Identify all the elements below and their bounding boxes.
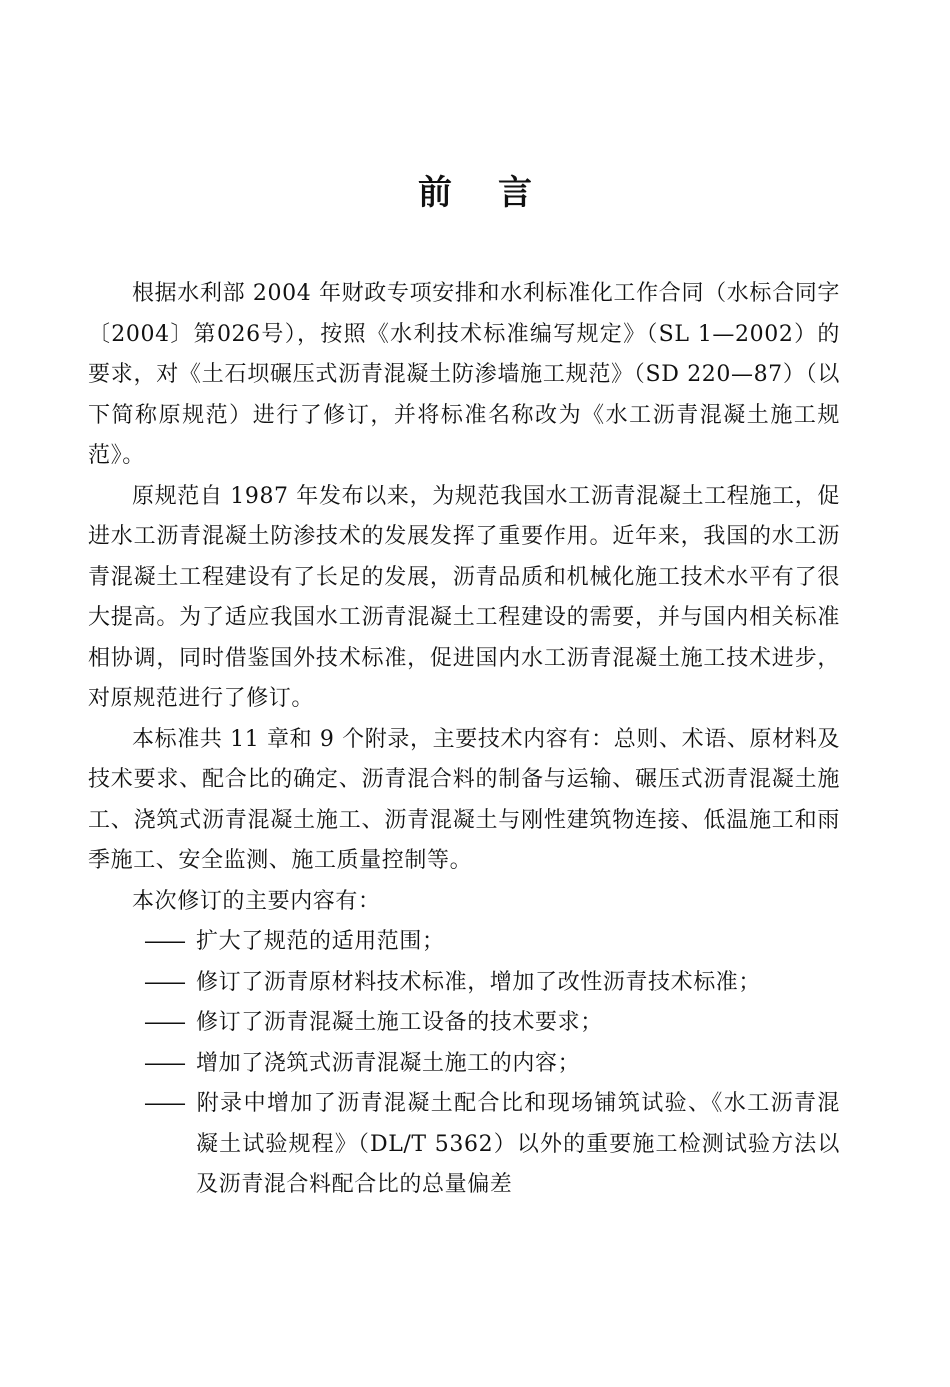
list-item-text: 增加了浇筑式沥青混凝土施工的内容； [196,1050,581,1076]
list-dash: —— [144,1010,184,1035]
list-item [88,963,840,1004]
list-item-text: 修订了沥青混凝土施工设备的技术要求； [196,1010,603,1035]
revision-list [88,922,840,1206]
list-item-text: 修订了沥青原材料技术标准，增加了改性沥青技术标准； [196,969,762,995]
paragraph-revision-intro: 本次修订的主要内容有： [132,888,381,914]
list-dash: —— [144,1091,184,1116]
list-item-text: 附录中增加了沥青混凝土配合比和现场铺筑试验、《水工沥青混凝土试验规程》（DL/T 5362）以外的重要施工检测试验方法以及沥青混合料配合比的总量偏差 [196,1091,840,1197]
document-body [88,274,840,1206]
page-title: 前言 [418,173,578,213]
list-item [88,922,840,963]
paragraph-contents: 本标准共 11 章和 9 个附录，主要技术内容有：总则、术语、原材料及技术要求、配合比的确定、沥青混合料的制备与运输、碾压式沥青混凝土施工、浇筑式沥青混凝土施工、沥青混凝土与刚性建筑物连接、低温施工和雨季施工、安全监测、施工质量控制等。 [88,726,840,873]
list-item [88,1003,840,1044]
list-dash: —— [144,929,184,954]
list-item [88,1084,840,1206]
list-dash: —— [144,969,184,995]
list-item-text: 扩大了规范的适用范围； [196,929,445,954]
list-item [88,1044,840,1085]
paragraph-basis: 根据水利部 2004 年财政专项安排和水利标准化工作合同（水标合同字〔2004〕第026号），按照《水利技术标准编写规定》（SL 1—2002）的要求，对《土石坝碾压式沥青混凝土防渗墙施工规范》（SD 220—87）（以下简称原规范）进行了修订，并将标准名称改为《水工沥青混凝土施工规范》。 [88,281,840,468]
paragraph-background: 原规范自 1987 年发布以来，为规范我国水工沥青混凝土工程施工，促进水工沥青混凝土防渗技术的发展发挥了重要作用。近年来，我国的水工沥青混凝土工程建设有了长足的发展，沥青品质和机械化施工技术水平有了很大提高。为了适应我国水工沥青混凝土工程建设的需要，并与国内相关标准相协调，同时借鉴国外技术标准，促进国内水工沥青混凝土施工技术进步，对原规范进行了修订。 [88,483,840,711]
list-dash: —— [144,1050,184,1076]
